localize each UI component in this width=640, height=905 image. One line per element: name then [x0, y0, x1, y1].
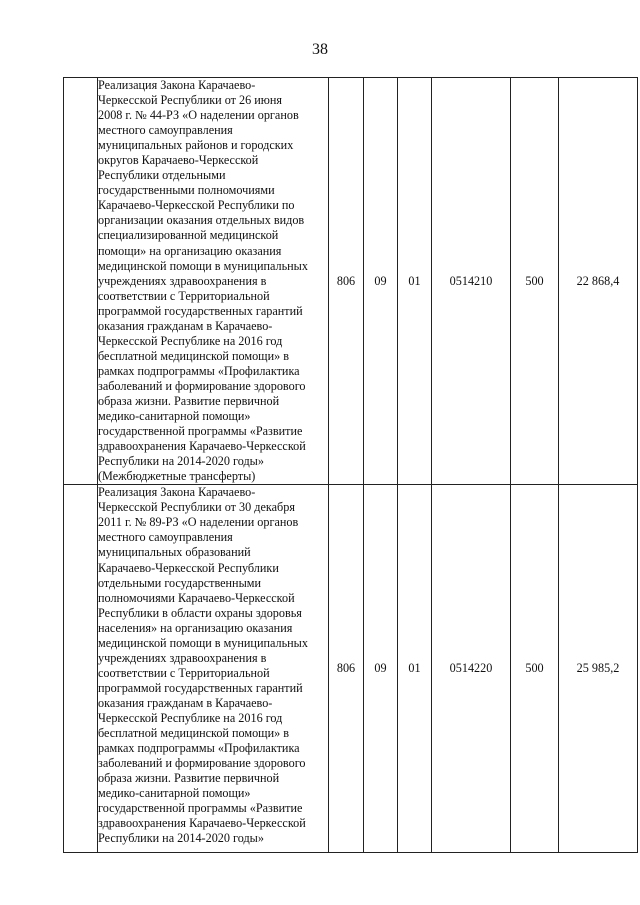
page-number: 38 — [312, 41, 328, 58]
row-number-cell — [64, 78, 98, 485]
ministry-code-cell: 806 — [329, 78, 364, 485]
row-number-cell — [64, 485, 98, 853]
subsection-code-cell: 01 — [398, 485, 432, 853]
table-row — [64, 78, 638, 485]
description-cell — [98, 78, 329, 485]
table-row — [64, 485, 638, 853]
description-text: Реализация Закона Карачаево- Черкесской Республики от 26 июня 2008 г. № 44-РЗ «О наделении органов местного самоуправления муниципальных районов и городских округов Карачаево-Черкесской Республики отдельными государственными полномочиями Карачаево-Черкесской Республики по организации оказания отдельных видов специализированной медицинской помощи» на организацию оказания медицинской помощи в муниципальных учреждениях здравоохранения в соответствии с Территориальной программой государственных гарантий оказания гражданам в Карачаево- Черкесской Республике на 2016 год бесплатной медицинской помощи» в рамках подпрограммы «Профилактика заболеваний и формирование здорового образа жизни. Развитие первичной медико-санитарной помощи» государственной программы «Развитие здравоохранения Карачаево-Черкесской Республики на 2014-2020 годы» (Межбюджетные трансферты) — [98, 78, 308, 484]
expense-type-cell: 500 — [511, 78, 559, 485]
ministry-code-cell: 806 — [329, 485, 364, 853]
section-code-cell: 09 — [364, 485, 398, 853]
amount-cell: 22 868,4 — [559, 78, 638, 485]
target-article-cell: 0514210 — [432, 78, 511, 485]
description-text: Реализация Закона Карачаево- Черкесской Республики от 30 декабря 2011 г. № 89-РЗ «О наделении органов местного самоуправления муниципальных образований Карачаево-Черкесской Республики отдельными государственными полномочиями Карачаево-Черкесской Республики в области охраны здоровья населения» на организацию оказания медицинской помощи в муниципальных учреждениях здравоохранения в соответствии с Территориальной программой государственных гарантий оказания гражданам в Карачаево- Черкесской Республике на 2016 год бесплатной медицинской помощи» в рамках подпрограммы «Профилактика заболеваний и формирование здорового образа жизни. Развитие первичной медико-санитарной помощи» государственной программы «Развитие здравоохранения Карачаево-Черкесской Республики на 2014-2020 годы» — [98, 485, 308, 846]
target-article-cell: 0514220 — [432, 485, 511, 853]
amount-cell: 25 985,2 — [559, 485, 638, 853]
description-cell — [98, 485, 329, 853]
section-code-cell: 09 — [364, 78, 398, 485]
budget-table — [63, 77, 638, 853]
subsection-code-cell: 01 — [398, 78, 432, 485]
expense-type-cell: 500 — [511, 485, 559, 853]
